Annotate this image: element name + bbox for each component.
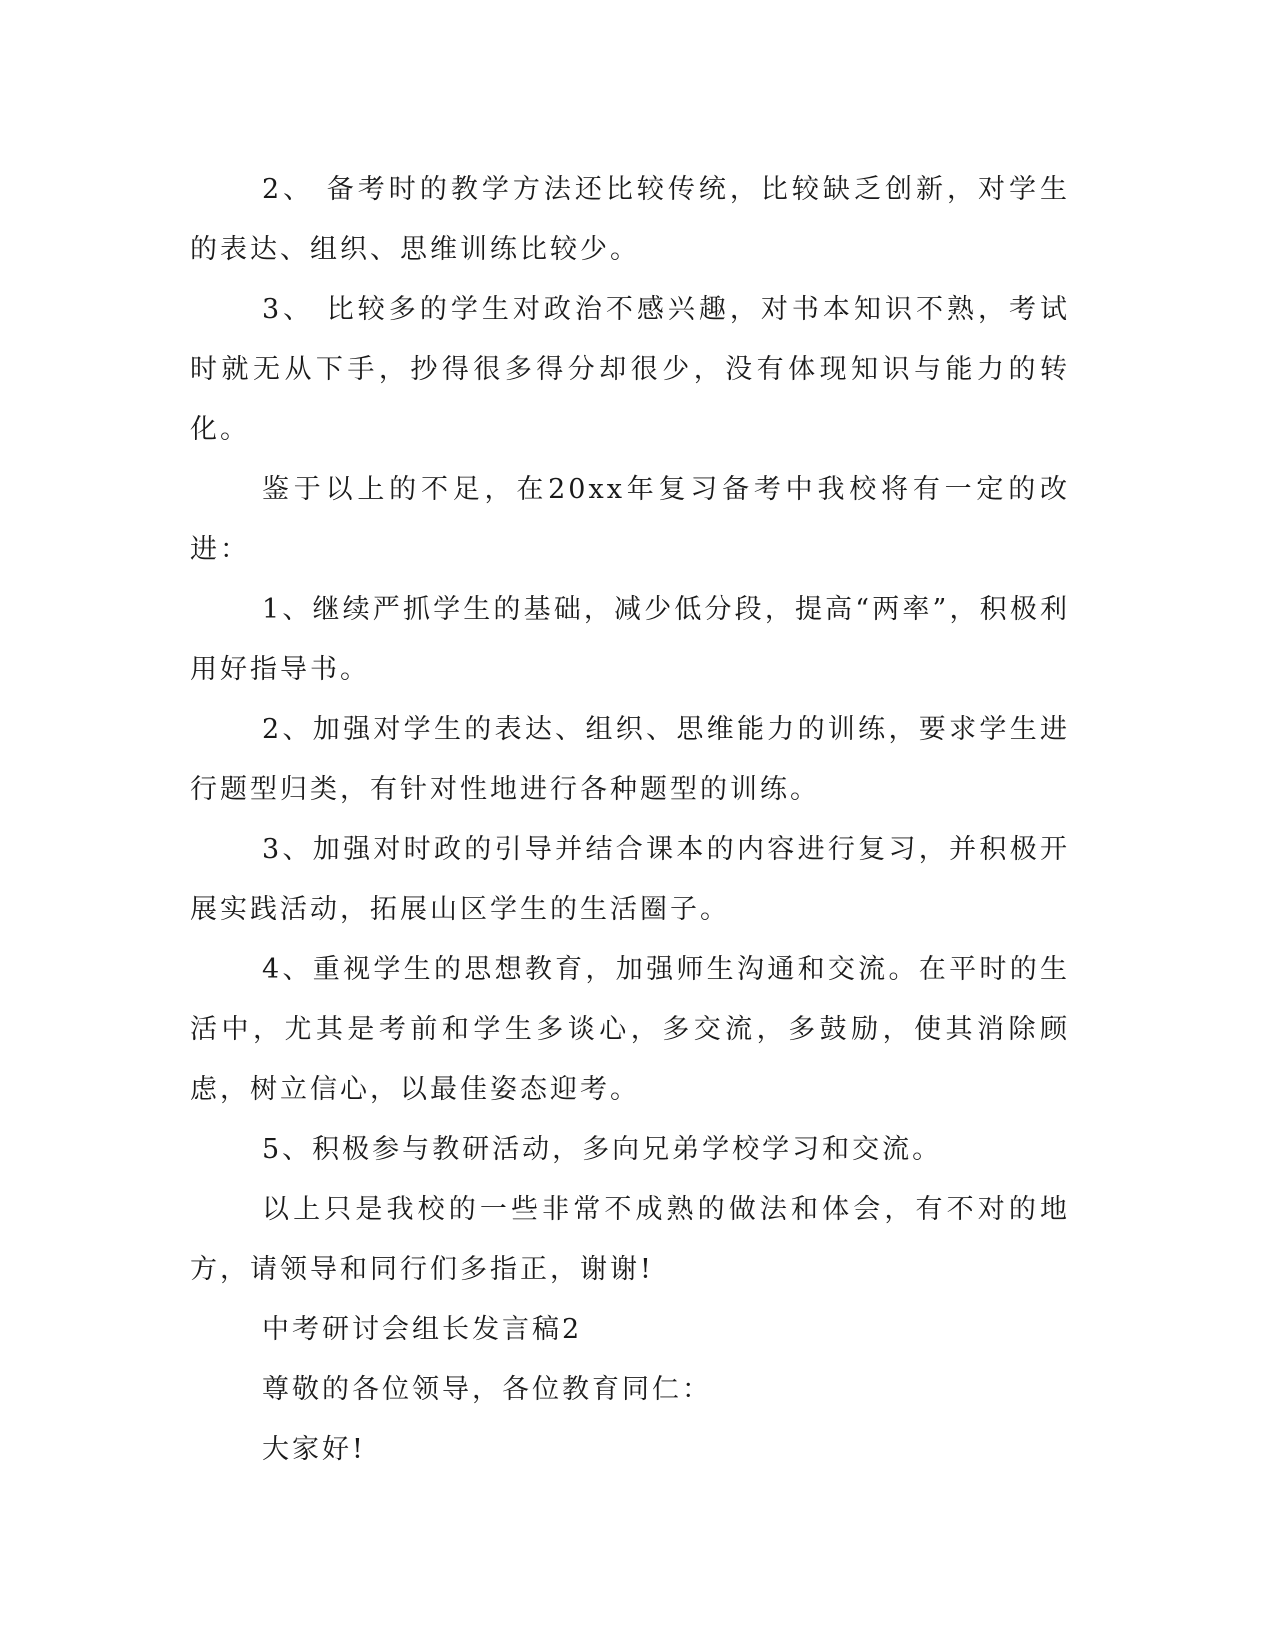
salutation: 尊敬的各位领导，各位教育同仁： bbox=[262, 1374, 712, 1405]
paragraph-weakness-2: 2、 备考时的教学方法还比较传统，比较缺乏创新，对学生的表达、组织、思维训练比较少。 bbox=[190, 174, 1070, 265]
paragraph-improvement-3: 3、加强对时政的引导并结合课本的内容进行复习，并积极开展实践活动，拓展山区学生的生活圈子。 bbox=[190, 834, 1070, 925]
greeting: 大家好! bbox=[262, 1434, 366, 1465]
document-body bbox=[190, 160, 1070, 1480]
paragraph-improvement-2: 2、加强对学生的表达、组织、思维能力的训练，要求学生进行题型归类，有针对性地进行各种题型的训练。 bbox=[190, 714, 1070, 805]
paragraph-closing: 以上只是我校的一些非常不成熟的做法和体会，有不对的地方，请领导和同行们多指正，谢谢! bbox=[190, 1194, 1070, 1285]
paragraph-improvement-5: 5、积极参与教研活动，多向兄弟学校学习和交流。 bbox=[262, 1134, 943, 1165]
paragraph-improvement-1: 1、继续严抓学生的基础，减少低分段，提高“两率”，积极利用好指导书。 bbox=[190, 594, 1070, 685]
paragraph-weakness-3: 3、 比较多的学生对政治不感兴趣，对书本知识不熟，考试时就无从下手，抄得很多得分却很少，没有体现知识与能力的转化。 bbox=[190, 294, 1070, 445]
paragraph-improvement-intro: 鉴于以上的不足，在20xx年复习备考中我校将有一定的改进： bbox=[190, 474, 1070, 565]
section-title: 中考研讨会组长发言稿2 bbox=[262, 1314, 583, 1345]
paragraph-improvement-4: 4、重视学生的思想教育，加强师生沟通和交流。在平时的生活中，尤其是考前和学生多谈心，多交流，多鼓励，使其消除顾虑，树立信心，以最佳姿态迎考。 bbox=[190, 954, 1070, 1105]
